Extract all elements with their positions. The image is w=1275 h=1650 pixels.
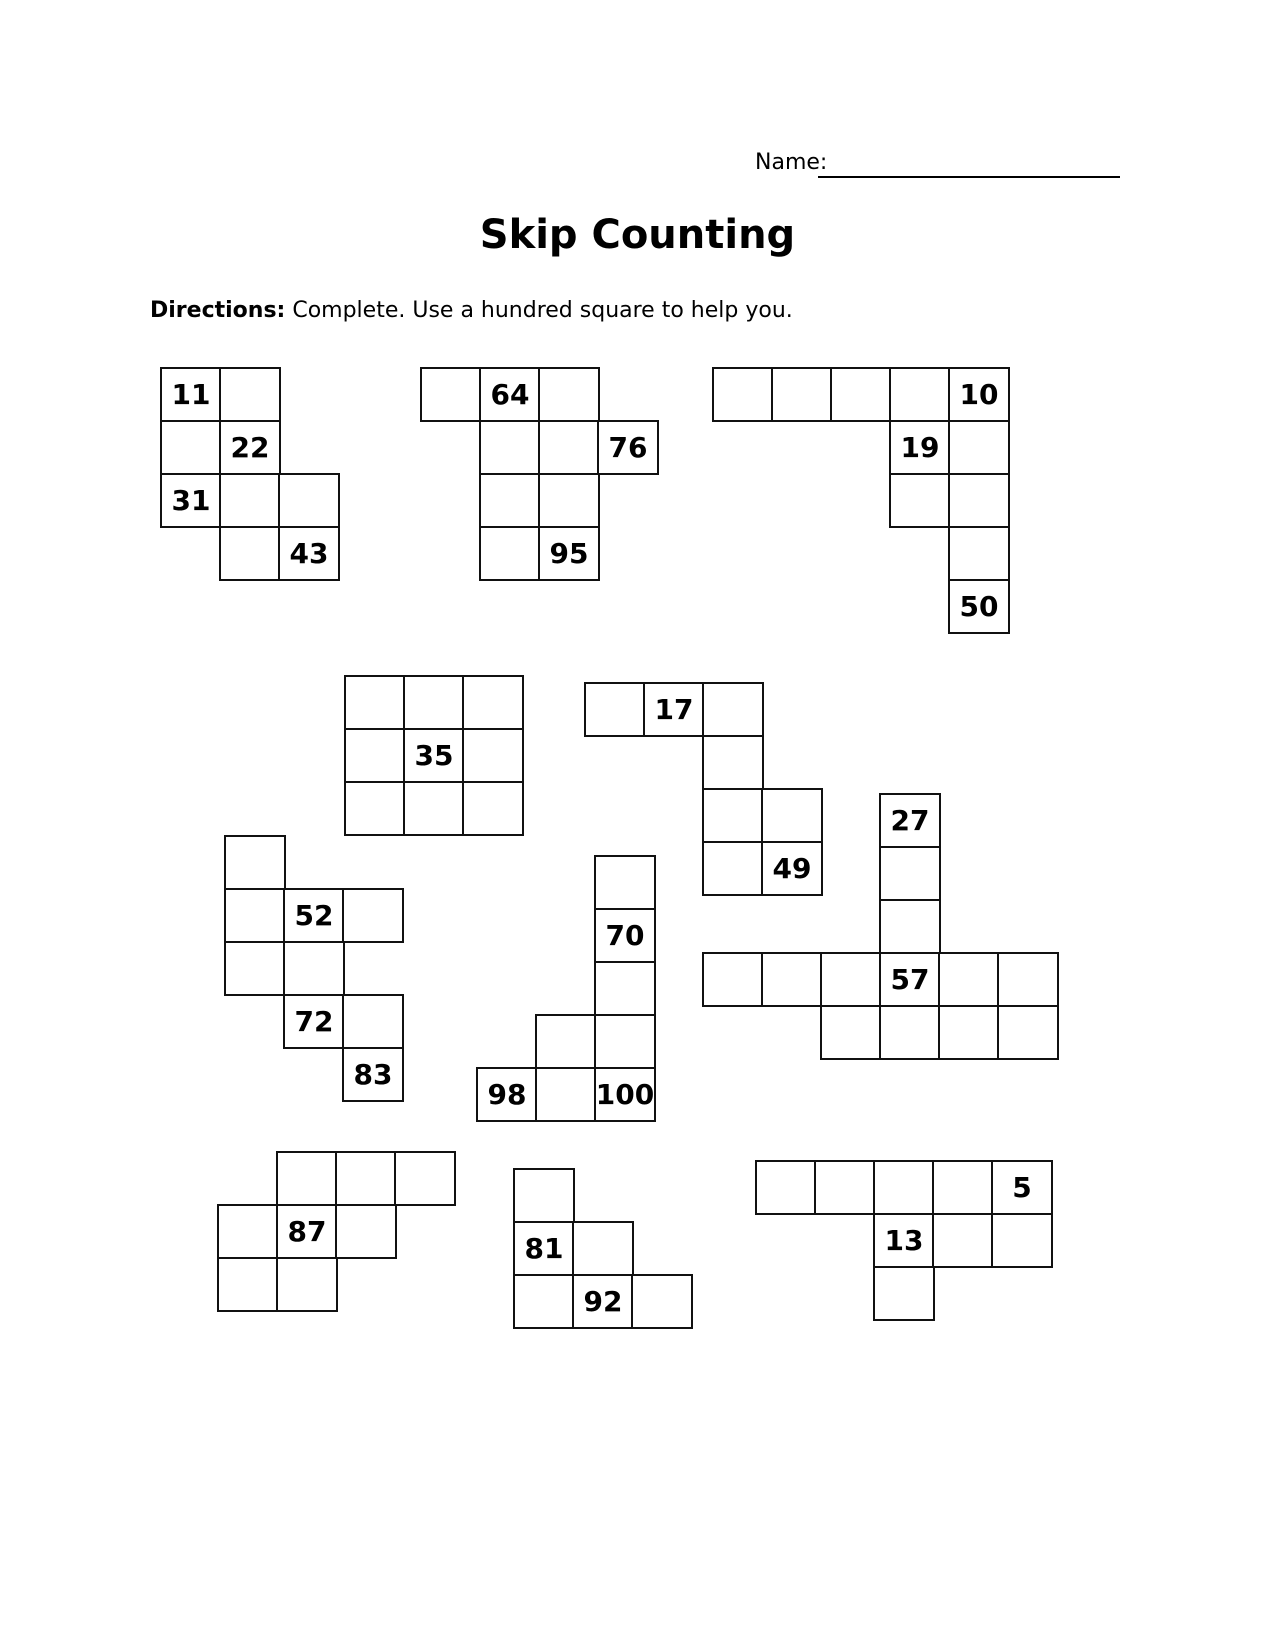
blank-cell[interactable] bbox=[594, 961, 656, 1016]
blank-cell[interactable] bbox=[938, 1005, 1000, 1060]
blank-cell[interactable] bbox=[889, 473, 951, 528]
blank-cell[interactable] bbox=[938, 952, 1000, 1007]
number-cell: 27 bbox=[879, 793, 941, 848]
blank-cell[interactable] bbox=[462, 728, 524, 783]
name-field[interactable] bbox=[818, 176, 1120, 178]
blank-cell[interactable] bbox=[420, 367, 482, 422]
blank-cell[interactable] bbox=[160, 420, 222, 475]
blank-cell[interactable] bbox=[879, 846, 941, 901]
number-cell: 83 bbox=[342, 1047, 404, 1102]
blank-cell[interactable] bbox=[584, 682, 646, 737]
blank-cell[interactable] bbox=[997, 1005, 1059, 1060]
blank-cell[interactable] bbox=[462, 781, 524, 836]
blank-cell[interactable] bbox=[702, 788, 764, 843]
blank-cell[interactable] bbox=[820, 1005, 882, 1060]
blank-cell[interactable] bbox=[948, 420, 1010, 475]
blank-cell[interactable] bbox=[932, 1213, 994, 1268]
blank-cell[interactable] bbox=[344, 781, 406, 836]
blank-cell[interactable] bbox=[224, 835, 286, 890]
blank-cell[interactable] bbox=[335, 1151, 397, 1206]
blank-cell[interactable] bbox=[344, 675, 406, 730]
blank-cell[interactable] bbox=[479, 420, 541, 475]
number-cell: 87 bbox=[276, 1204, 338, 1259]
number-cell: 64 bbox=[479, 367, 541, 422]
blank-cell[interactable] bbox=[997, 952, 1059, 1007]
blank-cell[interactable] bbox=[873, 1160, 935, 1215]
blank-cell[interactable] bbox=[342, 994, 404, 1049]
number-cell: 35 bbox=[403, 728, 465, 783]
blank-cell[interactable] bbox=[538, 473, 600, 528]
blank-cell[interactable] bbox=[702, 952, 764, 1007]
blank-cell[interactable] bbox=[712, 367, 774, 422]
blank-cell[interactable] bbox=[344, 728, 406, 783]
blank-cell[interactable] bbox=[513, 1168, 575, 1223]
blank-cell[interactable] bbox=[879, 1005, 941, 1060]
blank-cell[interactable] bbox=[535, 1067, 597, 1122]
number-cell: 13 bbox=[873, 1213, 935, 1268]
number-cell: 5 bbox=[991, 1160, 1053, 1215]
blank-cell[interactable] bbox=[948, 473, 1010, 528]
blank-cell[interactable] bbox=[594, 855, 656, 910]
directions bbox=[150, 298, 793, 323]
number-cell: 72 bbox=[283, 994, 345, 1049]
number-cell: 11 bbox=[160, 367, 222, 422]
name-label: Name: bbox=[755, 150, 828, 175]
number-cell: 92 bbox=[572, 1274, 634, 1329]
number-cell: 52 bbox=[283, 888, 345, 943]
blank-cell[interactable] bbox=[276, 1151, 338, 1206]
blank-cell[interactable] bbox=[814, 1160, 876, 1215]
blank-cell[interactable] bbox=[462, 675, 524, 730]
blank-cell[interactable] bbox=[224, 941, 286, 996]
blank-cell[interactable] bbox=[702, 841, 764, 896]
page-title: Skip Counting bbox=[479, 212, 796, 258]
blank-cell[interactable] bbox=[276, 1257, 338, 1312]
blank-cell[interactable] bbox=[479, 526, 541, 581]
blank-cell[interactable] bbox=[702, 682, 764, 737]
blank-cell[interactable] bbox=[538, 420, 600, 475]
blank-cell[interactable] bbox=[394, 1151, 456, 1206]
number-cell: 49 bbox=[761, 841, 823, 896]
number-cell: 19 bbox=[889, 420, 951, 475]
blank-cell[interactable] bbox=[217, 1257, 279, 1312]
number-cell: 100 bbox=[594, 1067, 656, 1122]
blank-cell[interactable] bbox=[594, 1014, 656, 1069]
blank-cell[interactable] bbox=[335, 1204, 397, 1259]
number-cell: 43 bbox=[278, 526, 340, 581]
blank-cell[interactable] bbox=[820, 952, 882, 1007]
number-cell: 17 bbox=[643, 682, 705, 737]
number-cell: 50 bbox=[948, 579, 1010, 634]
blank-cell[interactable] bbox=[761, 952, 823, 1007]
directions-text: Complete. Use a hundred square to help you. bbox=[285, 298, 793, 323]
blank-cell[interactable] bbox=[932, 1160, 994, 1215]
blank-cell[interactable] bbox=[403, 781, 465, 836]
blank-cell[interactable] bbox=[283, 941, 345, 996]
blank-cell[interactable] bbox=[702, 735, 764, 790]
blank-cell[interactable] bbox=[879, 899, 941, 954]
number-cell: 76 bbox=[597, 420, 659, 475]
number-cell: 57 bbox=[879, 952, 941, 1007]
blank-cell[interactable] bbox=[771, 367, 833, 422]
blank-cell[interactable] bbox=[342, 888, 404, 943]
blank-cell[interactable] bbox=[219, 367, 281, 422]
blank-cell[interactable] bbox=[513, 1274, 575, 1329]
blank-cell[interactable] bbox=[535, 1014, 597, 1069]
number-cell: 10 bbox=[948, 367, 1010, 422]
blank-cell[interactable] bbox=[991, 1213, 1053, 1268]
blank-cell[interactable] bbox=[631, 1274, 693, 1329]
blank-cell[interactable] bbox=[479, 473, 541, 528]
number-cell: 95 bbox=[538, 526, 600, 581]
blank-cell[interactable] bbox=[403, 675, 465, 730]
blank-cell[interactable] bbox=[761, 788, 823, 843]
number-cell: 98 bbox=[476, 1067, 538, 1122]
blank-cell[interactable] bbox=[755, 1160, 817, 1215]
number-cell: 70 bbox=[594, 908, 656, 963]
blank-cell[interactable] bbox=[538, 367, 600, 422]
blank-cell[interactable] bbox=[224, 888, 286, 943]
blank-cell[interactable] bbox=[278, 473, 340, 528]
blank-cell[interactable] bbox=[219, 473, 281, 528]
number-cell: 22 bbox=[219, 420, 281, 475]
directions-label: Directions: bbox=[150, 298, 286, 323]
blank-cell[interactable] bbox=[948, 526, 1010, 581]
blank-cell[interactable] bbox=[572, 1221, 634, 1276]
blank-cell[interactable] bbox=[889, 367, 951, 422]
blank-cell[interactable] bbox=[219, 526, 281, 581]
blank-cell[interactable] bbox=[830, 367, 892, 422]
blank-cell[interactable] bbox=[217, 1204, 279, 1259]
number-cell: 31 bbox=[160, 473, 222, 528]
blank-cell[interactable] bbox=[873, 1266, 935, 1321]
number-cell: 81 bbox=[513, 1221, 575, 1276]
